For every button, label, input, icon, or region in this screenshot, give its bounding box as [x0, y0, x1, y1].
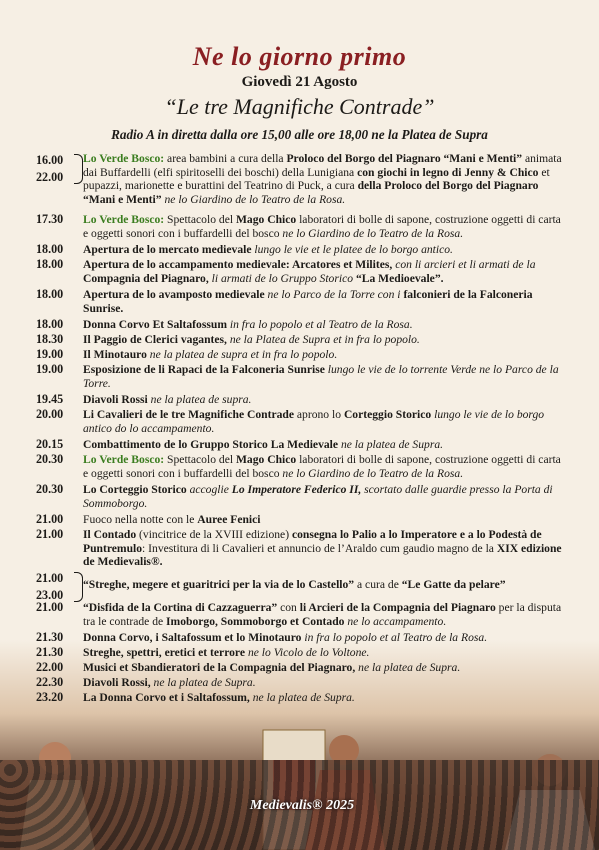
event-time: 18.30 — [36, 332, 64, 346]
time-range-brace — [74, 572, 83, 602]
event-time: 19.00 — [36, 362, 64, 376]
event-description: Il Paggio de Clerici vagantes, ne la Platea de Supra et in fra lo popolo. — [83, 333, 420, 346]
event-description: Apertura de lo mercato medievale lungo le vie et le platee de lo borgo antico. — [83, 243, 453, 256]
event-time: 21.00 23.00 — [36, 571, 64, 602]
event-time: 21.30 — [36, 630, 64, 644]
event-time: 20.30 — [36, 452, 64, 466]
event-time: 19.45 — [36, 392, 64, 406]
event-description: Diavoli Rossi, ne la platea de Supra. — [83, 676, 256, 689]
event-description: Musici et Sbandieratori de la Compagnia del Piagnaro, ne la platea de Supra. — [83, 661, 461, 674]
event-time: 22.00 — [36, 660, 64, 674]
event-description: Il Contado (vincitrice de la XVIII edizione) consegna lo Palio a lo Imperatore e a lo Podestà de Puntremulo: Investitura di li Cavalieri et annuncio de l’Araldo cum gaudio magno de la XIX edizione de Medievalis®. — [83, 528, 562, 568]
event-description: Donna Corvo Et Saltafossum in fra lo popolo et al Teatro de la Rosa. — [83, 318, 413, 331]
event-description: Lo Verde Bosco: area bambini a cura della Proloco del Borgo del Piagnaro “Mani e Menti” animata dai Buffardelli (elfi spiritoselli dei boschi) della Lunigiana con giochi in legno di Jenny & Chico et pupazzi, marionette e burattini del Teatrino di Puck, a cura della Proloco del Borgo del Piagnaro “Mani e Menti” ne lo Giardino de lo Teatro de la Rosa. — [83, 152, 562, 206]
event-description: “Streghe, megere et guaritrici per la via de lo Castello” a cura de “Le Gatte da pelare” — [83, 578, 506, 591]
event-time: 22.30 — [36, 675, 64, 689]
event-description: La Donna Corvo et i Saltafossum, ne la platea de Supra. — [83, 691, 355, 704]
event-description: Apertura de lo avamposto medievale ne lo Parco de la Torre con i falconieri de la Falconeria Sunrise. — [83, 288, 533, 315]
event-description: Il Minotauro ne la platea de supra et in fra lo popolo. — [83, 348, 338, 361]
event-time: 17.30 — [36, 212, 64, 226]
event-time: 18.00 — [36, 287, 64, 301]
event-description: Lo Verde Bosco: Spettacolo del Mago Chico laboratori di bolle di sapone, costruzione oggetti di carta e oggetti sonori con i buffardelli del bosco ne lo Giardino de lo Teatro de la Rosa. — [83, 453, 561, 480]
event-description: Esposizione de li Rapaci de la Falconeria Sunrise lungo le vie de lo torrente Verde ne lo Parco de la Torre. — [83, 363, 559, 390]
event-description: Lo Verde Bosco: Spettacolo del Mago Chico laboratori di bolle di sapone, costruzione oggetti di carta e oggetti sonori con i buffardelli del bosco ne lo Giardino de lo Teatro de la Rosa. — [83, 213, 561, 240]
event-time: 21.00 — [36, 512, 64, 526]
page-title: Ne lo giorno primo — [192, 42, 407, 71]
event-description: Donna Corvo, i Saltafossum et lo Minotauro in fra lo popolo et al Teatro de la Rosa. — [83, 631, 488, 644]
event-time: 23.20 — [36, 690, 64, 704]
radio-note: Radio A in diretta dalla ore 15,00 alle ore 18,00 ne la Platea de Supra — [111, 127, 488, 142]
event-time: 19.00 — [36, 347, 64, 361]
event-time: 21.00 — [36, 600, 64, 614]
event-time: 18.00 — [36, 242, 64, 256]
event-time: 20.30 — [36, 482, 64, 496]
time-range-brace — [74, 154, 83, 184]
event-description: Combattimento de lo Gruppo Storico La Medievale ne la platea de Supra. — [83, 438, 444, 451]
medievalis-logo: Medievalis® 2025 — [249, 798, 355, 813]
event-time: 21.30 — [36, 645, 64, 659]
event-time: 20.00 — [36, 407, 64, 421]
event-description: Apertura de lo accampamento medievale: Arcatores et Milites, con li arcieri et li armati de la Compagnia del Piagnaro, li armati de lo Gruppo Storico “La Medioevale”. — [83, 258, 536, 285]
event-time: 20.15 — [36, 437, 64, 451]
event-description: “Disfida de la Cortina di Cazzaguerra” con li Arcieri de la Compagnia del Piagnaro per la disputa tra le contrade de Imoborgo, Sommoborgo et Contado ne lo accampamento. — [83, 601, 562, 628]
event-date: Giovedì 21 Agosto — [241, 74, 358, 90]
event-time: 18.00 — [36, 317, 64, 331]
event-time: 21.00 — [36, 527, 64, 541]
event-description: Fuoco nella notte con le Auree Fenici — [83, 513, 261, 526]
event-description: Diavoli Rossi ne la platea de supra. — [83, 393, 252, 406]
event-time: 16.00 22.00 — [36, 153, 64, 184]
event-subtitle: “Le tre Magnifiche Contrade” — [164, 94, 435, 119]
event-time: 18.00 — [36, 257, 64, 271]
event-description: Li Cavalieri de le tre Magnifiche Contrade aprono lo Corteggio Storico lungo le vie de lo borgo antico do lo accampamento. — [83, 408, 545, 435]
event-description: Streghe, spettri, eretici et terrore ne lo Vicolo de lo Voltone. — [83, 646, 370, 659]
event-description: Lo Corteggio Storico accoglie Lo Imperatore Federico II, scortato dalle guardie presso la Porta di Sommoborgo. — [83, 483, 553, 510]
